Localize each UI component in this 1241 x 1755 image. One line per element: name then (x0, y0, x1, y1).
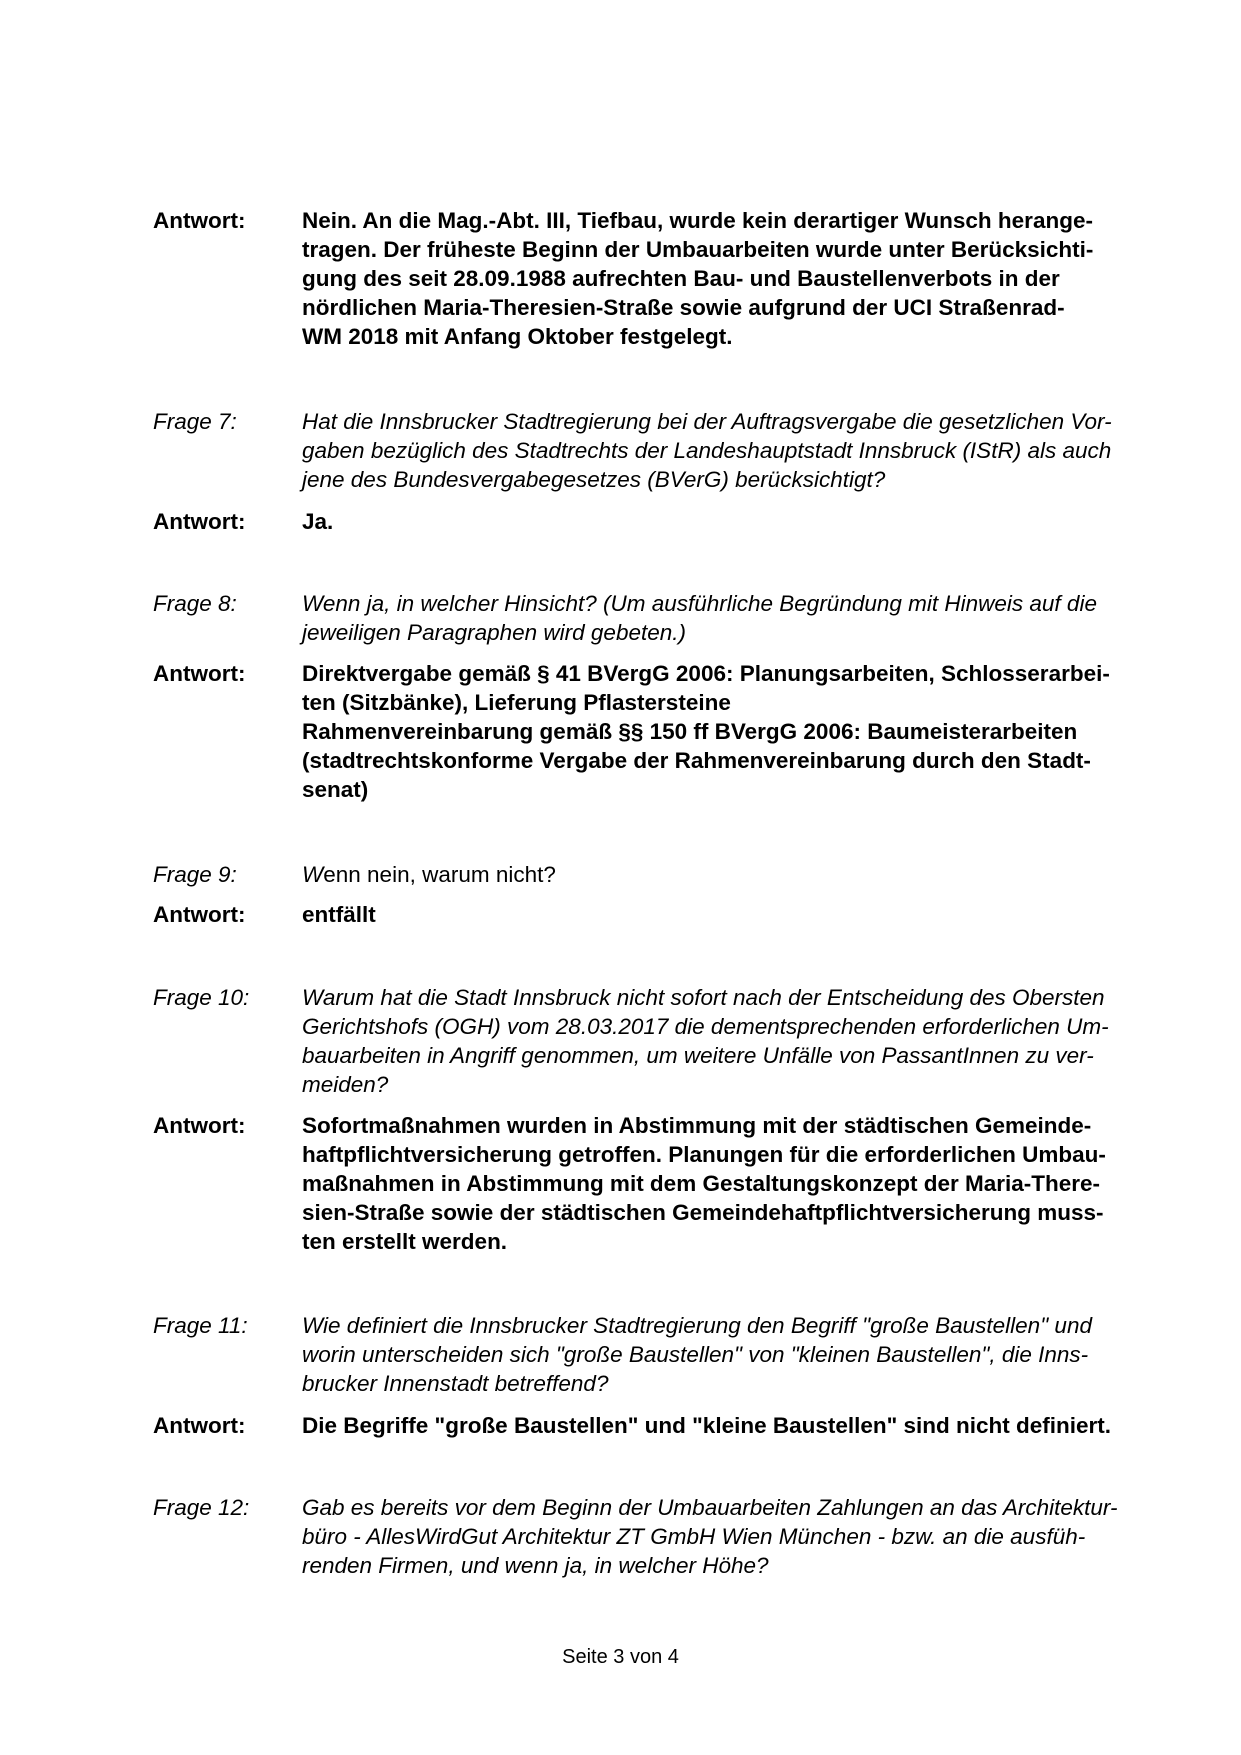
answer-label: Antwort: (153, 661, 246, 686)
text-line: nördlichen Maria-Theresien-Straße sowie aufgrund der UCI Straßenrad- (302, 295, 1065, 320)
text-line: büro - AllesWirdGut Architektur ZT GmbH Wien München - bzw. an die ausfüh- (302, 1524, 1086, 1549)
answer-text (302, 1411, 1241, 1440)
text-line: renden Firmen, und wenn ja, in welcher Höhe? (302, 1553, 769, 1578)
answer-label: Antwort: (153, 902, 246, 927)
answer-label: Antwort: (153, 1113, 246, 1138)
text-line: brucker Innenstadt betreffend? (302, 1371, 609, 1396)
question-text (302, 860, 1241, 889)
text-line: entfällt (302, 902, 376, 927)
text-line: Die Begriffe "große Baustellen" und "kleine Baustellen" sind nicht definiert. (302, 1413, 1112, 1438)
text-line: ten (Sitzbänke), Lieferung Pflastersteine (302, 690, 731, 715)
text-line: gaben bezüglich des Stadtrechts der Landeshauptstadt Innsbruck (IStR) als auch (302, 438, 1112, 463)
text-line: Gerichtshofs (OGH) vom 28.03.2017 die dementsprechenden erforderlichen Um- (302, 1014, 1109, 1039)
text-line: Ja. (302, 509, 334, 534)
question-label: Frage 12: (153, 1495, 250, 1520)
question-text (302, 983, 1241, 1099)
text-line: jeweiligen Paragraphen wird gebeten.) (302, 620, 686, 645)
text-line: maßnahmen in Abstimmung mit dem Gestaltungskonzept der Maria-There- (302, 1171, 1101, 1196)
answer-text (302, 206, 1241, 351)
question-text (302, 1311, 1241, 1398)
answer-label: Antwort: (153, 208, 246, 233)
question-label: Frage 7: (153, 409, 237, 434)
text-line: (stadtrechtskonforme Vergabe der Rahmenvereinbarung durch den Stadt- (302, 748, 1091, 773)
answer-text (302, 900, 1241, 929)
page-number: Seite 3 von 4 (562, 1646, 679, 1668)
answer-label: Antwort: (153, 1413, 246, 1438)
question-label: Frage 8: (153, 591, 237, 616)
text-line: haftpflichtversicherung getroffen. Planungen für die erforderlichen Umbau- (302, 1142, 1106, 1167)
answer-text (302, 1111, 1241, 1256)
text-line: Gab es bereits vor dem Beginn der Umbauarbeiten Zahlungen an das Architektur- (302, 1495, 1118, 1520)
question-text (302, 1493, 1241, 1580)
text-line: gung des seit 28.09.1988 aufrechten Bau- und Baustellenverbots in der (302, 266, 1060, 291)
question-label: Frage 10: (153, 985, 250, 1010)
answer-label: Antwort: (153, 509, 246, 534)
question-label: Frage 9: (153, 862, 237, 887)
answer-text (302, 659, 1241, 804)
question-text (302, 589, 1241, 647)
text-line: Direktvergabe gemäß § 41 BVergG 2006: Planungsarbeiten, Schlosserarbei- (302, 661, 1110, 686)
text-line-rest: enn nein, warum nicht? (323, 862, 556, 887)
question-text (302, 407, 1241, 494)
text-line: meiden? (302, 1072, 389, 1097)
text-line: worin unterscheiden sich "große Baustellen" von "kleinen Baustellen", die Inns- (302, 1342, 1089, 1367)
text-line: sien-Straße sowie der städtischen Gemeindehaftpflichtversicherung muss- (302, 1200, 1104, 1225)
text-line: Nein. An die Mag.-Abt. III, Tiefbau, wurde kein derartiger Wunsch herange- (302, 208, 1093, 233)
answer-text (302, 507, 1241, 536)
text-line: jene des Bundesvergabegesetzes (BVerG) berücksichtigt? (302, 467, 886, 492)
text-line (302, 860, 1241, 889)
text-line: ten erstellt werden. (302, 1229, 508, 1254)
text-line: Warum hat die Stadt Innsbruck nicht sofort nach der Entscheidung des Obersten (302, 985, 1105, 1010)
text-line: bauarbeiten in Angriff genommen, um weitere Unfälle von PassantInnen zu ver- (302, 1043, 1094, 1068)
question-label: Frage 11: (153, 1313, 248, 1338)
text-line: senat) (302, 777, 369, 802)
text-line: Hat die Innsbrucker Stadtregierung bei der Auftragsvergabe die gesetzlichen Vor- (302, 409, 1112, 434)
text-line: Wie definiert die Innsbrucker Stadtregierung den Begriff "große Baustellen" und (302, 1313, 1092, 1338)
text-line: Rahmenvereinbarung gemäß §§ 150 ff BVergG 2006: Baumeisterarbeiten (302, 719, 1078, 744)
text-line-first-letter: W (302, 862, 324, 887)
text-line: tragen. Der früheste Beginn der Umbauarbeiten wurde unter Berücksichti- (302, 237, 1094, 262)
text-line: WM 2018 mit Anfang Oktober festgelegt. (302, 324, 733, 349)
text-line: Sofortmaßnahmen wurden in Abstimmung mit der städtischen Gemeinde- (302, 1113, 1092, 1138)
text-line: Wenn ja, in welcher Hinsicht? (Um ausführliche Begründung mit Hinweis auf die (302, 591, 1097, 616)
